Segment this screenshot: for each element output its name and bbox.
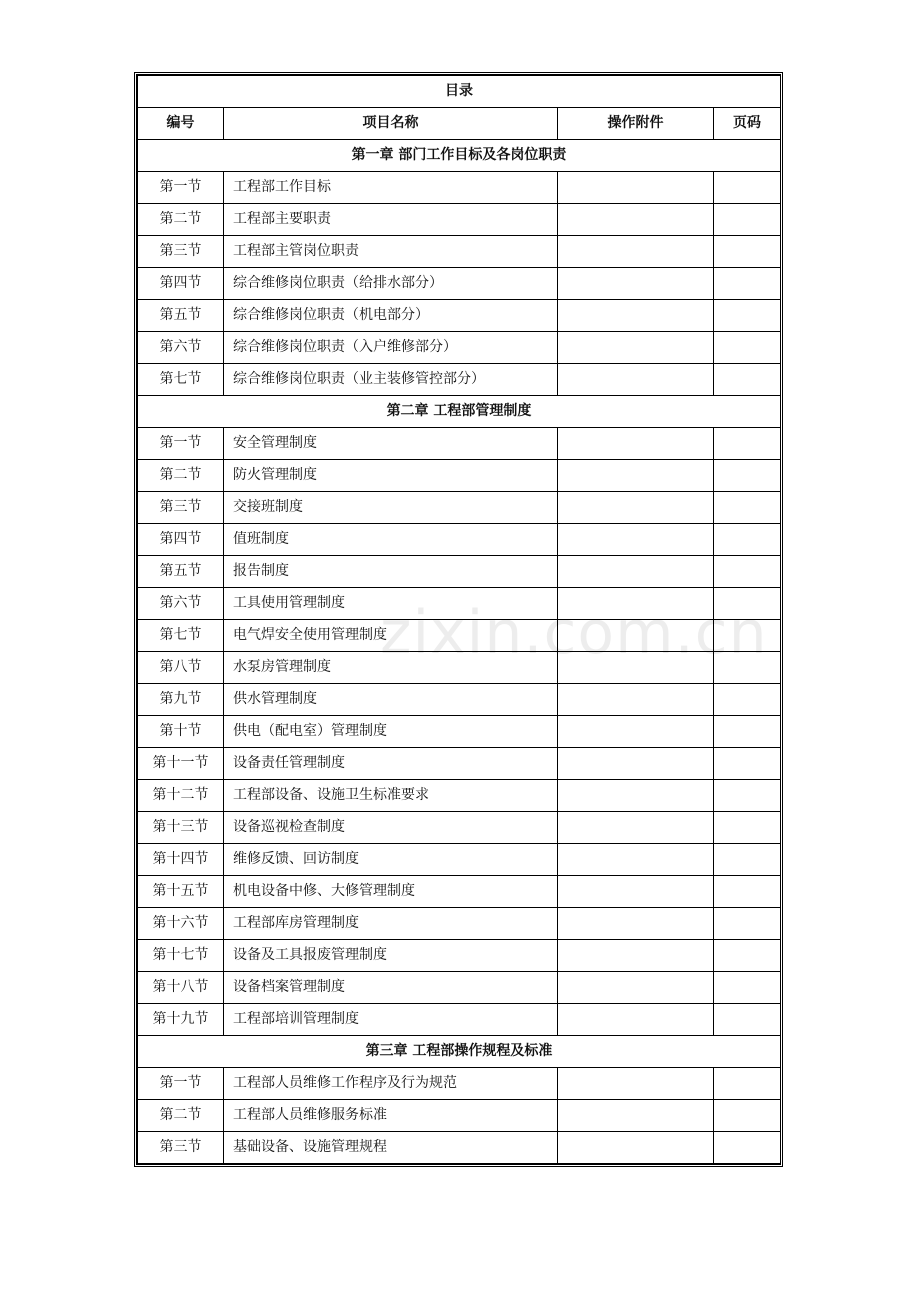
page-cell	[714, 684, 781, 716]
section-number: 第九节	[138, 684, 224, 716]
attachment-cell	[558, 620, 714, 652]
attachment-cell	[558, 1068, 714, 1100]
table-row	[138, 332, 781, 364]
page-cell	[714, 524, 781, 556]
chapter-row	[138, 396, 781, 428]
table-row	[138, 972, 781, 1004]
table-row	[138, 300, 781, 332]
attachment-cell	[558, 460, 714, 492]
section-number: 第五节	[138, 556, 224, 588]
attachment-cell	[558, 684, 714, 716]
section-name: 工程部人员维修服务标准	[224, 1100, 558, 1132]
attachment-cell	[558, 876, 714, 908]
section-number: 第十节	[138, 716, 224, 748]
section-name: 工程部库房管理制度	[224, 908, 558, 940]
chapter-title: 第三章 工程部操作规程及标准	[138, 1036, 781, 1068]
section-number: 第三节	[138, 492, 224, 524]
section-number: 第一节	[138, 172, 224, 204]
section-number: 第十八节	[138, 972, 224, 1004]
section-number: 第十二节	[138, 780, 224, 812]
section-number: 第三节	[138, 236, 224, 268]
section-number: 第七节	[138, 364, 224, 396]
section-name: 综合维修岗位职责（给排水部分）	[224, 268, 558, 300]
attachment-cell	[558, 652, 714, 684]
section-name: 供电（配电室）管理制度	[224, 716, 558, 748]
table-row	[138, 172, 781, 204]
attachment-cell	[558, 204, 714, 236]
table-row	[138, 876, 781, 908]
page-cell	[714, 716, 781, 748]
section-name: 工程部主管岗位职责	[224, 236, 558, 268]
table-row	[138, 1132, 781, 1164]
header-num: 编号	[138, 108, 224, 140]
watermark: zixin.com.cn	[380, 598, 768, 668]
section-name: 工程部设备、设施卫生标准要求	[224, 780, 558, 812]
page-cell	[714, 780, 781, 812]
page-cell	[714, 492, 781, 524]
section-number: 第二节	[138, 204, 224, 236]
header-page: 页码	[714, 108, 781, 140]
section-name: 供水管理制度	[224, 684, 558, 716]
page-cell	[714, 300, 781, 332]
page-cell	[714, 556, 781, 588]
table-row	[138, 460, 781, 492]
attachment-cell	[558, 172, 714, 204]
title-row	[138, 76, 781, 108]
section-name: 工程部培训管理制度	[224, 1004, 558, 1036]
attachment-cell	[558, 1132, 714, 1164]
header-attachment: 操作附件	[558, 108, 714, 140]
page-cell	[714, 620, 781, 652]
section-name: 工程部主要职责	[224, 204, 558, 236]
page-cell	[714, 236, 781, 268]
table-row	[138, 524, 781, 556]
attachment-cell	[558, 268, 714, 300]
table-row	[138, 812, 781, 844]
table-row	[138, 652, 781, 684]
toc-table-frame	[136, 74, 781, 1165]
chapter-row	[138, 140, 781, 172]
section-name: 值班制度	[224, 524, 558, 556]
table-row	[138, 236, 781, 268]
section-name: 水泵房管理制度	[224, 652, 558, 684]
page-cell	[714, 428, 781, 460]
toc-table	[137, 75, 781, 1164]
section-name: 机电设备中修、大修管理制度	[224, 876, 558, 908]
attachment-cell	[558, 428, 714, 460]
table-row	[138, 1068, 781, 1100]
section-name: 设备档案管理制度	[224, 972, 558, 1004]
section-number: 第二节	[138, 460, 224, 492]
section-name: 设备责任管理制度	[224, 748, 558, 780]
table-row	[138, 908, 781, 940]
section-number: 第八节	[138, 652, 224, 684]
attachment-cell	[558, 364, 714, 396]
page-cell	[714, 588, 781, 620]
section-name: 设备巡视检查制度	[224, 812, 558, 844]
section-number: 第四节	[138, 524, 224, 556]
chapter-row	[138, 1036, 781, 1068]
attachment-cell	[558, 556, 714, 588]
section-number: 第十四节	[138, 844, 224, 876]
section-name: 电气焊安全使用管理制度	[224, 620, 558, 652]
table-row	[138, 1004, 781, 1036]
section-name: 维修反馈、回访制度	[224, 844, 558, 876]
table-row	[138, 620, 781, 652]
section-number: 第六节	[138, 332, 224, 364]
table-row	[138, 204, 781, 236]
attachment-cell	[558, 300, 714, 332]
section-name: 综合维修岗位职责（业主装修管控部分）	[224, 364, 558, 396]
page-cell	[714, 1100, 781, 1132]
page-cell	[714, 972, 781, 1004]
header-name: 项目名称	[224, 108, 558, 140]
toc-title: 目录	[138, 76, 781, 108]
section-name: 防火管理制度	[224, 460, 558, 492]
page-cell	[714, 940, 781, 972]
page-cell	[714, 172, 781, 204]
attachment-cell	[558, 1100, 714, 1132]
attachment-cell	[558, 588, 714, 620]
section-number: 第十七节	[138, 940, 224, 972]
page-cell	[714, 460, 781, 492]
table-row	[138, 748, 781, 780]
attachment-cell	[558, 940, 714, 972]
page-cell	[714, 268, 781, 300]
section-name: 设备及工具报废管理制度	[224, 940, 558, 972]
page-cell	[714, 1004, 781, 1036]
section-name: 安全管理制度	[224, 428, 558, 460]
table-row	[138, 428, 781, 460]
section-number: 第一节	[138, 1068, 224, 1100]
table-row	[138, 780, 781, 812]
page-cell	[714, 844, 781, 876]
table-row	[138, 364, 781, 396]
table-row	[138, 556, 781, 588]
attachment-cell	[558, 972, 714, 1004]
page-cell	[714, 748, 781, 780]
section-name: 工程部人员维修工作程序及行为规范	[224, 1068, 558, 1100]
chapter-title: 第一章 部门工作目标及各岗位职责	[138, 140, 781, 172]
section-name: 综合维修岗位职责（入户维修部分）	[224, 332, 558, 364]
attachment-cell	[558, 492, 714, 524]
section-name: 工具使用管理制度	[224, 588, 558, 620]
table-row	[138, 716, 781, 748]
section-number: 第十九节	[138, 1004, 224, 1036]
table-row	[138, 940, 781, 972]
section-number: 第四节	[138, 268, 224, 300]
section-name: 工程部工作目标	[224, 172, 558, 204]
section-number: 第三节	[138, 1132, 224, 1164]
table-row	[138, 844, 781, 876]
section-name: 交接班制度	[224, 492, 558, 524]
page-cell	[714, 876, 781, 908]
page-cell	[714, 1068, 781, 1100]
attachment-cell	[558, 524, 714, 556]
attachment-cell	[558, 908, 714, 940]
section-name: 基础设备、设施管理规程	[224, 1132, 558, 1164]
page-cell	[714, 652, 781, 684]
section-number: 第十六节	[138, 908, 224, 940]
chapter-title: 第二章 工程部管理制度	[138, 396, 781, 428]
attachment-cell	[558, 748, 714, 780]
section-number: 第十五节	[138, 876, 224, 908]
table-row	[138, 588, 781, 620]
attachment-cell	[558, 236, 714, 268]
attachment-cell	[558, 844, 714, 876]
section-number: 第十三节	[138, 812, 224, 844]
section-name: 报告制度	[224, 556, 558, 588]
table-row	[138, 492, 781, 524]
section-number: 第一节	[138, 428, 224, 460]
section-name: 综合维修岗位职责（机电部分）	[224, 300, 558, 332]
page-cell	[714, 332, 781, 364]
attachment-cell	[558, 332, 714, 364]
header-row	[138, 108, 781, 140]
page-cell	[714, 204, 781, 236]
attachment-cell	[558, 1004, 714, 1036]
table-row	[138, 684, 781, 716]
section-number: 第六节	[138, 588, 224, 620]
page-cell	[714, 908, 781, 940]
section-number: 第七节	[138, 620, 224, 652]
table-row	[138, 1100, 781, 1132]
attachment-cell	[558, 716, 714, 748]
page-cell	[714, 812, 781, 844]
section-number: 第十一节	[138, 748, 224, 780]
page-cell	[714, 364, 781, 396]
attachment-cell	[558, 780, 714, 812]
section-number: 第二节	[138, 1100, 224, 1132]
page-cell	[714, 1132, 781, 1164]
table-row	[138, 268, 781, 300]
attachment-cell	[558, 812, 714, 844]
section-number: 第五节	[138, 300, 224, 332]
